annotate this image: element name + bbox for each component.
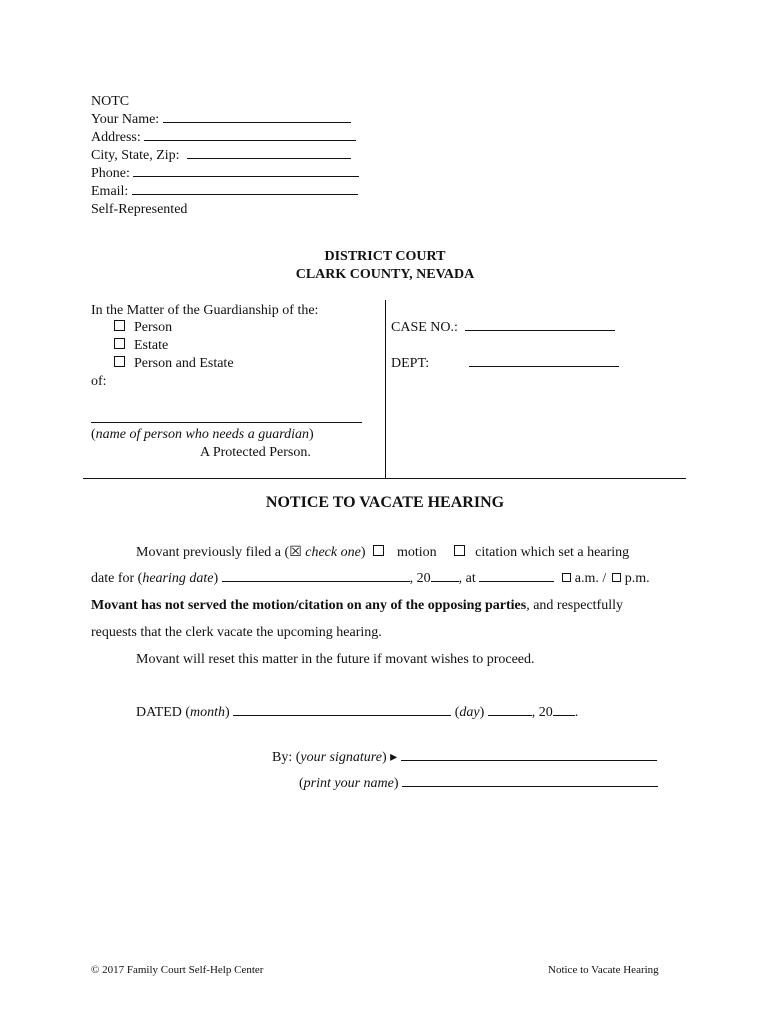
email-label: Email: — [91, 184, 129, 199]
footer-right: Notice to Vacate Hearing — [548, 964, 659, 976]
hearing-year-field[interactable] — [431, 581, 459, 582]
option-person-label: Person — [134, 320, 173, 335]
arrow-icon: ▸ — [390, 750, 398, 765]
footer-left: © 2017 Family Court Self-Help Center — [91, 964, 264, 976]
protected-person-name-field[interactable] — [91, 408, 362, 423]
dated-row: DATED (month) (day) , 20 . — [136, 705, 579, 720]
caption-divider-vertical — [385, 300, 386, 478]
dept-field[interactable] — [469, 366, 619, 367]
address-field[interactable] — [144, 140, 356, 141]
hearing-time-field[interactable] — [479, 581, 554, 582]
body-line-3: Movant has not served the motion/citation on any of the opposing parties, and respectfully — [91, 598, 623, 613]
dept-row — [391, 356, 619, 372]
citation-label: citation which set a hearing — [475, 545, 630, 560]
phone-field[interactable] — [133, 176, 359, 177]
name-hint: (name of person who needs a guardian) — [91, 427, 314, 442]
matter-text: In the Matter of the Guardianship of the: — [91, 303, 319, 318]
city-label: City, State, Zip: — [91, 148, 180, 163]
phone-label: Phone: — [91, 166, 130, 181]
checked-box-symbol: ☒ — [289, 545, 302, 560]
body-line-2: date for (hearing date) , 20 , at a.m. / p.m. — [91, 571, 650, 586]
case-no-label: CASE NO.: — [391, 320, 458, 335]
court-name: DISTRICT COURT — [324, 249, 446, 264]
month-field[interactable] — [233, 715, 451, 716]
print-name-field[interactable] — [402, 786, 658, 787]
city-field[interactable] — [187, 158, 351, 159]
checkbox-motion[interactable] — [373, 545, 384, 556]
pm-label: p.m. — [624, 571, 650, 586]
email-row — [91, 184, 358, 200]
body-line-1: Movant previously filed a (☒ check one) motion citation which set a hearing — [136, 545, 630, 560]
checkbox-am[interactable] — [562, 573, 571, 582]
court-county: CLARK COUNTY, NEVADA — [295, 267, 475, 282]
option-person[interactable] — [114, 320, 172, 336]
checkbox-citation[interactable] — [454, 545, 465, 556]
caption-divider-horizontal — [83, 478, 686, 479]
signature-row: By: (your signature) ▸ — [272, 749, 657, 766]
body-paragraph-2: Movant will reset this matter in the future if movant wishes to proceed. — [136, 652, 535, 667]
self-represented: Self-Represented — [91, 202, 188, 217]
option-estate[interactable] — [114, 338, 168, 354]
motion-label: motion — [397, 545, 437, 560]
option-person-estate[interactable] — [114, 356, 234, 372]
body-line-4: requests that the clerk vacate the upcoming hearing. — [91, 625, 382, 640]
phone-row — [91, 166, 359, 182]
form-code: NOTC — [91, 94, 130, 109]
address-row — [91, 130, 356, 146]
signature-field[interactable] — [401, 760, 657, 761]
option-person-estate-label: Person and Estate — [134, 356, 234, 371]
your-name-field[interactable] — [163, 122, 351, 123]
of-label: of: — [91, 374, 107, 389]
case-no-row — [391, 320, 615, 336]
checkbox-pm[interactable] — [612, 573, 621, 582]
address-label: Address: — [91, 130, 141, 145]
am-label: a.m. / — [574, 571, 607, 586]
day-field[interactable] — [488, 715, 532, 716]
dept-label: DEPT: — [391, 356, 430, 371]
protected-person-label: A Protected Person. — [200, 445, 311, 460]
checkbox-person-estate[interactable] — [114, 356, 125, 367]
option-estate-label: Estate — [134, 338, 169, 353]
email-field[interactable] — [132, 194, 358, 195]
your-name-row — [91, 112, 351, 128]
dated-year-field[interactable] — [553, 715, 575, 716]
your-name-label: Your Name: — [91, 112, 160, 127]
document-title: NOTICE TO VACATE HEARING — [265, 494, 505, 511]
case-no-field[interactable] — [465, 330, 615, 331]
print-name-row: (print your name) — [299, 776, 658, 792]
checkbox-estate[interactable] — [114, 338, 125, 349]
hearing-date-field[interactable] — [222, 581, 410, 582]
city-row — [91, 148, 351, 164]
checkbox-person[interactable] — [114, 320, 125, 331]
